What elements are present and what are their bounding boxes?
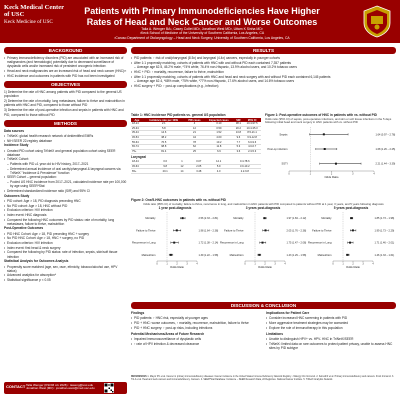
results-heading: RESULTS: [131, 47, 396, 54]
list-item: • No PID cohort: Age > 18, HNC without PID: [4, 204, 127, 208]
logo-line1: Keck Medical Center: [4, 4, 65, 11]
list-item: • Propensity score matched (age, sex, race, ethnicity, tobacco/alcohol use, HPV status): [4, 265, 127, 273]
references: [131, 376, 396, 382]
list-item: • TriNetX Cohort:: [4, 157, 127, 161]
panel-title: 1 year post-diagnosis: [158, 206, 192, 211]
x-tick-label: 3: [186, 262, 188, 266]
data-label: 2.05 (1.76 – 2.38): [286, 229, 307, 233]
odds-ratio-point: [170, 254, 172, 256]
list-item: • SEER Cohort – general population:: [4, 175, 127, 179]
x-tick-label: 4: [284, 262, 286, 266]
keck-logo: [4, 4, 72, 38]
data-label: 1.85 (1.73 – 1.98): [374, 217, 395, 221]
table-cell: 38.1: [234, 122, 244, 126]
figure2-box: [131, 198, 396, 274]
table-cell: 1.52: [204, 131, 233, 136]
list-item: • Compared the following HNC outcomes by PID status: rate of mortality, lung metastases, failure to thrive, malnutrition: [4, 218, 127, 226]
table-cell: 4: [185, 122, 204, 126]
x-tick-label: 2: [330, 172, 333, 176]
objectives-heading: OBJECTIVES: [4, 81, 127, 88]
table-cell: 25-34: [131, 126, 143, 131]
results-text: [131, 56, 396, 88]
x-axis-label: Odds Ratio: [324, 174, 339, 179]
discussion-box: [131, 302, 396, 377]
table-cell: 81.4: [143, 149, 185, 154]
table-cell: 5.3: [234, 144, 244, 149]
poster-authors: [82, 27, 322, 40]
category-label: Recurrence in Lung: [308, 242, 332, 246]
usc-seal-icon: [362, 5, 392, 38]
table-cell: 1: [175, 160, 189, 164]
data-label: 1.43 (1.29 – 1.58): [286, 254, 307, 258]
odds-ratio-point: [258, 254, 260, 256]
list-item: • TriNetX: limited data on rare outcomes to protect patient privacy, unable to assess HNC sites by PID subtype: [266, 342, 396, 350]
odds-ratio-point: [176, 230, 178, 232]
table-cell: 12: [175, 164, 189, 169]
figure2-note: Odds ratio (95% CI) of mortality, failure to thrive, recurrence in lung, and malnutrition in HNC patients with PID compared to patients without PID at 1 year, 3 years, and 5 years following diagnosis: [143, 202, 384, 206]
odds-ratio-point: [324, 148, 326, 150]
category-label: Failure to Thrive: [224, 229, 244, 233]
table-cell: 2.05: [189, 164, 209, 169]
x-tick-label: 0: [332, 262, 334, 266]
list-item: • Compared the following by PID status: rate of infection, sepsis, skin/soft tissue infection: [4, 250, 127, 258]
table1b: [131, 160, 261, 174]
data-label: 1.71 (1.46 – 2.01): [374, 242, 395, 246]
table-cell: 13.8: [234, 131, 244, 136]
x-tick-label: 4: [373, 172, 375, 176]
table-row: [131, 149, 261, 154]
data-label: 1.99 (1.73 – 2.29): [374, 229, 395, 233]
x-axis-label: Odds Ratio: [346, 265, 360, 270]
table-cell: 0.4-78.6: [229, 160, 261, 164]
table-cell: 3.6: [234, 149, 244, 154]
data-label: 1.64 (0.97 – 2.78): [375, 133, 396, 137]
stats-label: Statistical Analysis for Outcomes Analysis: [4, 259, 69, 264]
odds-ratio-point: [323, 133, 325, 135]
table-cell: 4.0-6.7: [243, 144, 261, 149]
table-cell: 3.0-10.2: [229, 164, 261, 169]
x-tick-label: 1: [166, 262, 168, 266]
table-cell: 18-44: [131, 160, 155, 164]
table-cell: 65-74: [131, 144, 143, 149]
table-cell: 45-64: [131, 164, 155, 169]
table-row: [131, 169, 261, 174]
column-header: 95% CI: [243, 118, 261, 122]
x-tick-label: 2: [264, 262, 266, 266]
background-text: [4, 56, 127, 78]
background-heading: BACKGROUND: [4, 47, 127, 54]
discussion-left: [131, 311, 261, 346]
list-item: • After 1:1 propensity matching, cohorts of patients with HNC with and without PID each contained 7,357 patients: [131, 61, 396, 65]
table1-box: [131, 113, 261, 174]
figure2-forest-plots: [131, 206, 396, 269]
contact-line: Talia Wenger (KSOM c/o 2026) : taweng@usc.edu: [26, 382, 94, 387]
poster-header: [0, 0, 400, 43]
list-item: • Determined standardized incidence ratio (SIR) and 95% CI: [4, 189, 127, 193]
list-item: • Created PID cohort using TriNetX and general population cohort using SEER database: [4, 149, 127, 157]
category-label: Failure to Thrive: [312, 229, 332, 233]
x-axis-label: Odds Ratio: [170, 265, 184, 270]
objective-item: 3) Determine the rate of post-operative infection and sepsis in patients with HNC and PID, compared to those without PID: [4, 108, 124, 117]
column-header: Expected cases: [204, 118, 233, 122]
x-axis-label: Odds Ratio: [258, 265, 272, 270]
x-tick-label: 2: [176, 262, 178, 266]
table-cell: 2.1: [143, 122, 185, 126]
list-item: • PID patients: ↑ HNC risk, especially at younger ages: [131, 316, 261, 320]
odds-ratio-point: [351, 218, 353, 220]
table-cell: 4.0: [209, 169, 229, 174]
list-item: • No PID HNC Cohort: Age > 18, HNC + surgery, no PID: [4, 236, 127, 240]
category-label: Sepsis: [279, 133, 288, 137]
category-label: Mortality: [145, 217, 156, 221]
category-label: Malnutrition: [141, 254, 156, 258]
limitations-label: Limitations: [266, 331, 284, 336]
table-cell: 45-54: [131, 135, 143, 140]
table-cell: 62: [185, 144, 204, 149]
column-header: PID cases: [185, 118, 204, 122]
table-cell: 76.5: [143, 140, 185, 145]
category-label: Malnutrition: [229, 254, 244, 258]
table-cell: 0.59: [204, 126, 233, 131]
table-cell: 6.9: [204, 149, 233, 154]
poster-title: Patients with Primary Immunodeficiencies Have Higher Rates of Head and Neck Cancer and Worse Outcomes: [84, 6, 320, 27]
list-item: • NIH SEER 22-registry database: [4, 139, 127, 143]
references-heading: REFERENCES: [131, 376, 147, 378]
list-item: • ↑ rate of HPV infection & decreased clearance: [131, 342, 261, 346]
category-label: Recurrence in Lung: [220, 242, 244, 246]
x-tick-label: 1: [254, 262, 256, 266]
table-cell: 7.7: [234, 140, 244, 145]
list-item: – Pooled US HNC incidence from 2017–2021, calculated incidence rate per 100,000 by age using SEER*Stat: [4, 180, 127, 188]
category-label: Post-op infection: [267, 147, 288, 151]
table-cell: 0.10: [204, 122, 233, 126]
panel-title: 3 years post-diagnosis: [245, 206, 281, 211]
odds-ratio-point: [264, 218, 266, 220]
data-label: 1.98 (1.64 – 2.38): [198, 229, 219, 233]
list-item: • Exclusion criterion: HIV infection: [4, 208, 127, 212]
data-label: 2.56 (2.33 – 2.81): [198, 217, 219, 221]
x-tick-label: 1: [309, 172, 311, 176]
odds-ratio-point: [347, 254, 349, 256]
category-label: Failure to Thrive: [136, 229, 156, 233]
x-tick-label: 4: [372, 262, 374, 266]
contact-line: Jonathan West (MD) : jonathan.west@med.usc.edu: [26, 386, 95, 391]
table-cell: 14.1: [209, 160, 229, 164]
table-cell: 5.8: [143, 126, 185, 131]
findings-label: Findings: [131, 311, 145, 315]
table-cell: 5.9: [209, 164, 229, 169]
methods-heading: METHODS: [4, 120, 127, 127]
table1b-body: [131, 160, 261, 173]
table-cell: 2.2-6.8: [229, 169, 261, 174]
list-item: • HNC surgery + PID: ↑ post-op complications (e.g., infection): [131, 84, 396, 88]
qr-code-icon: [104, 383, 114, 393]
discussion-heading: DISCUSSION & CONCLUSION: [131, 302, 396, 309]
data-label: 1.75 (1.47 – 2.08): [286, 242, 307, 246]
references-text: 1. Mayor PC et al. Cancer in primary immunodeficiency diseases: Cancer incidence in the United States Immune Deficiency Network Registry. J Allergy Clin Immunol. 2. Kebudi R et al. Primary immunodeficiency and cancers. Front Immunol. 3. Tiri A et al. Head and neck cancers and immunodeficiency. Cancers. 4. SEER*Stat Database: Incidence – SEER Research Data, 22 Registries. National Cancer Institute. 5. TriNetX Analytics Network.: [131, 376, 394, 381]
table-cell: 0.07: [189, 160, 209, 164]
list-item: – Patients with PID ≥1 year old to HIV history, 2017–2021: [4, 162, 127, 166]
figure1-box: [265, 113, 396, 184]
list-item: • HNC + PID: ↑ mortality, recurrence, failure to thrive, malnutrition: [131, 70, 396, 74]
logo-line2: of USC: [4, 11, 25, 18]
odds-ratio-point: [262, 242, 264, 244]
table-cell: 9.8: [155, 164, 175, 169]
table-cell: 35-44: [131, 131, 143, 136]
incidence-label: Incidence Study: [4, 143, 29, 148]
table-cell: 12: [185, 126, 204, 131]
odds-ratio-point: [265, 230, 267, 232]
contact-heading: CONTACT: [6, 384, 26, 389]
contact-text: [26, 384, 95, 392]
list-item: • Advanced analytics for absorption⁸: [4, 273, 127, 277]
objective-item: 2) Determine the rate of mortality, lung metastases, failure to thrive and malnutrition in patients with HNC and PID, compared to those without PID: [4, 99, 125, 108]
x-tick-label: 0: [156, 262, 158, 266]
table1-body: [131, 122, 261, 154]
table-cell: 10.4-35.3: [243, 126, 261, 131]
list-item: • After 1:1 propensity matching, cohorts of patients with HNC and head and neck surgery with and without PID each contained 6,145 patients: [131, 75, 396, 79]
table-cell: 20.2: [234, 126, 244, 131]
x-tick-label: 2: [352, 262, 354, 266]
data-label: 1.46 (1.33 – 1.61): [374, 254, 395, 258]
methods-text: [4, 129, 127, 283]
list-item: • PID + HNC: worse outcomes, ↑ mortality, recurrence, malnutrition, failure to thrive: [131, 321, 261, 325]
x-tick-label: 0: [244, 262, 246, 266]
column-header: Age: [131, 118, 143, 122]
objectives-text: [4, 90, 127, 117]
figure2-title: Figure 2: One/5-HNC outcomes in patients with vs. without PID: [131, 198, 226, 202]
x-tick-label: 3: [352, 172, 354, 176]
odds-ratio-point: [335, 162, 337, 164]
table-cell: 65+: [131, 169, 155, 174]
table-cell: 10.4-97.5: [243, 122, 261, 126]
postop-label: Post-Operative Outcomes: [4, 226, 44, 231]
objective-item: 1) Determine the rate of HNC among patients with PID compared to the general US population: [4, 89, 122, 98]
category-label: Mortality: [233, 217, 244, 221]
table-cell: 78: [185, 140, 204, 145]
list-item: • Statistical significance p < 0.05: [4, 278, 127, 282]
list-item: • TriNetX: global health research network of deidentified EMRs: [4, 134, 127, 138]
table1b-title: Laryngeal: [131, 155, 147, 160]
list-item: • Primary immunodeficiency disorders (PID) are associated with an increased risk of malignancies (and hematologic) potentially due to decreased surveillance of dysplastic cells and/or increased risk of persistent oncogenic infection¹: [4, 56, 127, 68]
table-cell: 44: [185, 135, 204, 140]
background-list: [4, 56, 127, 78]
list-item: • Impaired immunosurveillance of dysplastic cells: [131, 337, 261, 341]
table-cell: 0.6: [155, 160, 175, 164]
table-cell: 10.2: [204, 140, 233, 145]
x-tick-label: 4: [196, 262, 198, 266]
figure1-note: Odds ratio (95% CI) of sepsis, post-operative infections, and skin or soft tissue infections in the 5 days following initial head and neck surgery in HNC patients with vs. without PID: [265, 117, 392, 125]
list-item: – Determined annual incidence of oral cavity/pharyngeal & laryngeal cancers via TriNetX "Incidence & Prevalence" function: [4, 167, 127, 175]
outcomes-label: Outcomes Study: [4, 193, 30, 198]
author-list: Talia A. Wenger BA¹, Casey Collet MD², Jonathan West MD², Uttam K Sinha MD²: [141, 27, 263, 31]
table-cell: 3.48: [189, 169, 209, 174]
list-item: • More aggressive treatment strategies may be warranted: [266, 321, 396, 325]
list-item: • Explore the role of immunotherapy in this population: [266, 326, 396, 330]
list-item: • Head and neck malignancies are an increased risk of head and neck cancer (HNC)²³: [4, 69, 127, 73]
table-cell: 2.3-5.3: [243, 149, 261, 154]
odds-ratio-point: [349, 242, 351, 244]
data-label: 1.97 (1.84 – 2.12): [286, 217, 307, 221]
table-cell: 25: [185, 149, 204, 154]
list-item: – Average age 62.5, 45.2% male, *74% white, 76.4% non-Hispanic, 13.9% alcohol users, and 10.2% tobacco users: [131, 65, 396, 69]
table-cell: 11.8: [204, 144, 233, 149]
panel-title: 5 years post-diagnosis: [333, 206, 369, 211]
implications-label: Implications for Patient Care: [266, 311, 310, 315]
discussion-right: [266, 311, 396, 351]
table-cell: 6.0-9.6: [243, 140, 261, 145]
list-item: • PID patients: ↑ risk of oral/pharyngeal (8.5x) and laryngeal (4.4x) cancers, especially in younger cohorts: [131, 56, 396, 60]
data-label: 1.68 (1.26 – 2.25): [375, 147, 396, 151]
table-cell: 6.9-12.8: [243, 135, 261, 140]
list-item: • Index event: HNC diagnosis: [4, 213, 127, 217]
list-item: • Consider increased HNC screening in patients with PID: [266, 316, 396, 320]
list-item: • Index event: first head & neck surgery: [4, 246, 127, 250]
table-cell: 8.5-21.1: [243, 131, 261, 136]
table1-title: Table 1: HNC incidence PID patients vs. general US population: [131, 113, 226, 117]
table-cell: 55-64: [131, 140, 143, 145]
x-tick-label: 3: [274, 262, 276, 266]
category-label: Malnutrition: [317, 254, 332, 258]
table-cell: 14.6: [143, 131, 185, 136]
x-tick-label: 3: [362, 262, 364, 266]
affiliation-2: ²Caruso Department of Otolaryngology – Head and Neck Surgery, University of Southern California, Los Angeles, CA: [114, 35, 290, 40]
data-sources-label: Data sources: [4, 128, 25, 133]
right-column: [131, 47, 396, 90]
data-label: 2.21 (1.44 – 3.39): [375, 162, 396, 166]
odds-ratio-point: [182, 218, 184, 220]
category-label: Recurrence in Lung: [132, 242, 156, 246]
column-header: Incidence rate per 100k: [143, 118, 185, 122]
category-label: Mortality: [321, 217, 332, 221]
column-header: SIR: [234, 118, 244, 122]
table-cell: 4.60: [204, 135, 233, 140]
table-cell: 9.6: [234, 135, 244, 140]
x-tick-label: 1: [342, 262, 344, 266]
figure1-title: Figure 1: Post-operative outcomes of HNC in patients with vs. without PID: [265, 113, 377, 117]
category-label: SSTI: [281, 162, 288, 166]
list-item: • HNC incidence and outcomes in patients with PID has not been investigated: [4, 74, 127, 78]
x-tick-label: 0: [288, 172, 290, 176]
list-item: • PID cohort: Age > 18, PID diagnosis preceding HNC: [4, 199, 127, 203]
table-cell: 38.2: [143, 135, 185, 140]
list-item: • PID + HNC surgery: ↑ post-op risks, including infections: [131, 326, 261, 330]
list-item: • Exclusion criterion: HIV infection: [4, 241, 127, 245]
table-cell: 98.8: [143, 144, 185, 149]
discussion-body: [131, 311, 396, 377]
table-cell: 75+: [131, 149, 143, 154]
table1: [131, 118, 261, 154]
figure1-forest-plot: [265, 125, 396, 179]
table-cell: 18-24: [131, 122, 143, 126]
left-column: [4, 47, 127, 283]
table-cell: 20.1: [155, 169, 175, 174]
odds-ratio-point: [173, 242, 175, 244]
list-item: • Unable to distinguish HPV+ vs. HPV- HNC in TriNetX/SEER: [266, 337, 396, 341]
table-cell: 14: [175, 169, 189, 174]
odds-ratio-point: [352, 230, 354, 232]
mechanisms-label: Potential Mechanisms/Areas of Future Research: [131, 331, 205, 336]
logo-line3: Keck Medicine of USC: [4, 19, 53, 25]
data-label: 1.72 (1.38 – 2.14): [198, 242, 219, 246]
affiliation-1: ¹Keck School of Medicine of the University of Southern California, Los Angeles, CA: [139, 31, 265, 36]
data-label: 1.39 (1.22 – 1.58): [198, 254, 219, 258]
table-cell: 21: [185, 131, 204, 136]
list-item: • PID HNC Cohort: Age > 18, PID preceding HNC + surgery: [4, 232, 127, 236]
list-item: – Average age 62.4, *68% male, *75% white, *77% non-Hispanic, 17.6% alcohol users, and 14.6% tobacco users: [131, 79, 396, 83]
